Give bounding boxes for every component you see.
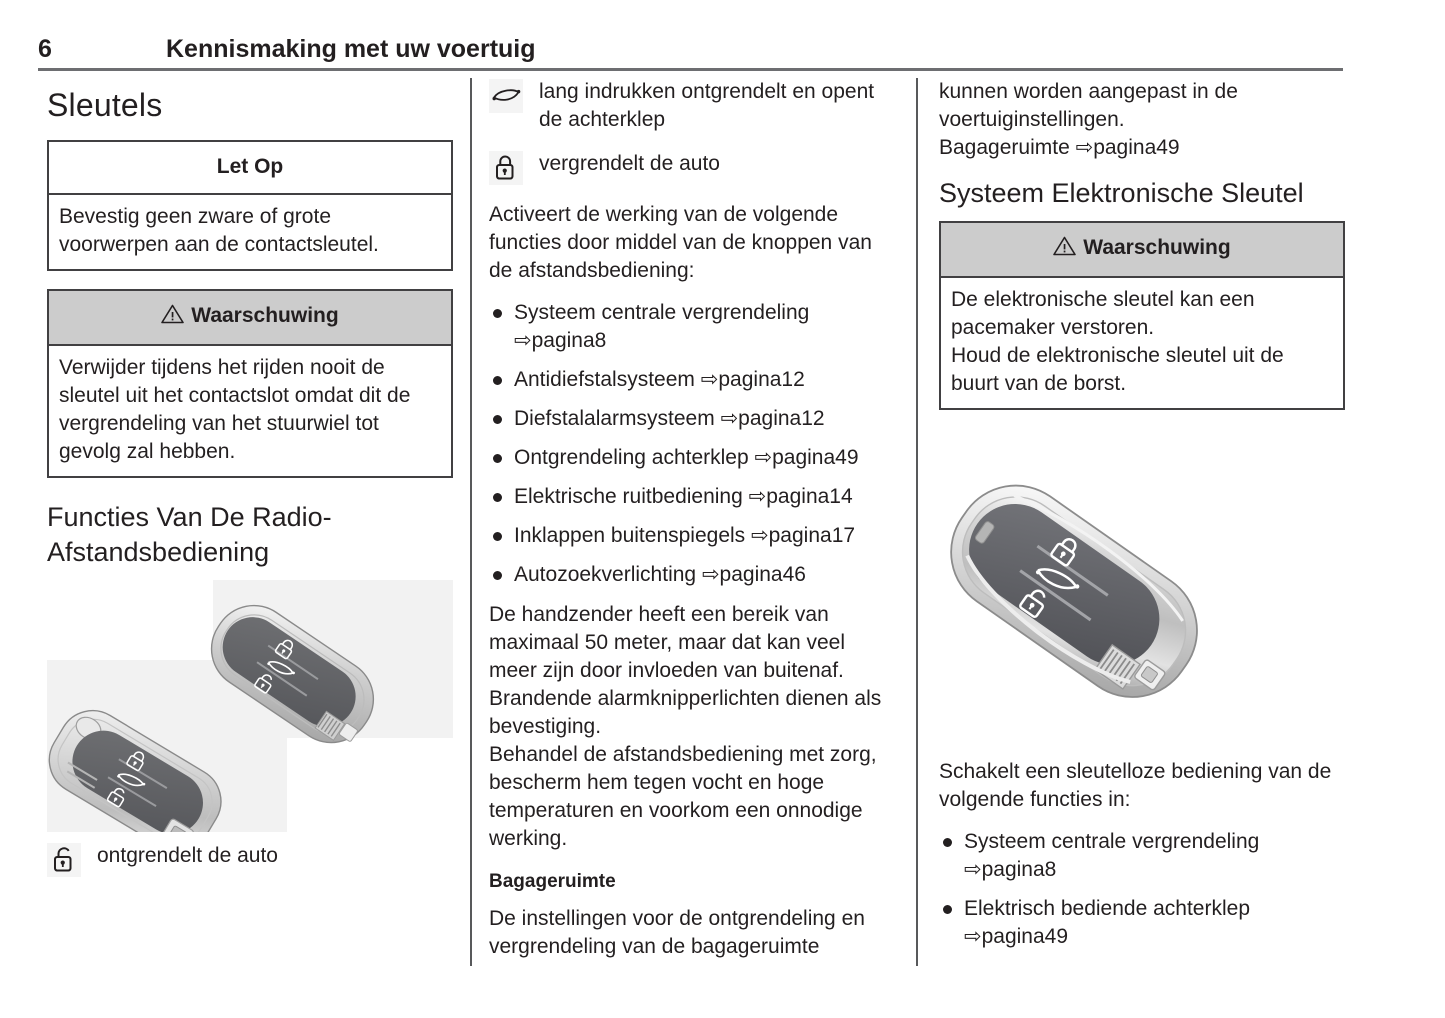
notice-box-body: Bevestig geen zware of grote voorwerpen aan de contactsleutel. [59,205,379,256]
page-reference[interactable]: ⇨pagina46 [701,563,806,586]
column-middle [489,78,895,975]
page-title: Kennismaking met uw voertuig [166,35,536,63]
paragraph-range: De handzender heeft een bereik van maximaal 50 meter, maar dat kan veel meer zijn door invloeden van buitenaf. Brandende alarmknipperlichten dienen als bevestiging. [489,603,882,738]
remote-control-keys-figure [47,580,453,832]
page-reference[interactable]: ⇨pagina17 [751,524,856,547]
list-item [489,299,895,355]
column-right [939,78,1345,963]
section-title-sleutels: Sleutels [47,87,163,123]
warning-box-heading [49,291,451,346]
legend-label-unlock: ontgrendelt de auto [97,844,278,867]
column-divider-2 [916,78,918,966]
list-item [489,366,895,394]
column-left [47,78,453,893]
legend-row-lock [489,150,895,185]
paragraph-continuation: kunnen worden aangepast in de voertuiginstellingen. [939,80,1238,131]
warning-box-heading [941,223,1343,278]
notice-box-let-op [47,140,453,271]
intro-paragraph-keyless-functions: Schakelt een sleutelloze bediening van de volgende functies in: [939,760,1332,811]
list-item [489,405,895,433]
page-reference[interactable]: ⇨pagina8 [964,858,1057,881]
remote-functions-list [489,299,895,589]
column-divider-1 [470,78,472,966]
page-reference[interactable]: ⇨pagina14 [748,485,853,508]
legend-row-tailgate [489,78,895,134]
subsection-title-radio-afstandsbediening: Functies Van De Radio-Afstandsbediening [47,502,332,567]
page-reference[interactable]: ⇨pagina12 [720,407,825,430]
keyless-functions-list [939,828,1345,951]
warning-triangle-icon [161,304,184,331]
subsection-title-elektronische-sleutel: Systeem Elektronische Sleutel [939,178,1304,208]
list-item [489,483,895,511]
warning-box-body: Verwijder tijdens het rijden nooit de sleutel uit het contactslot omdat dit de vergrendeling van het stuurwiel tot gevolg zal hebben. [59,356,411,463]
page-reference[interactable]: ⇨pagina12 [700,368,805,391]
list-item [489,444,895,472]
warning-triangle-icon [1053,236,1076,263]
notice-box-heading: Let Op [49,142,451,195]
list-item-label: Inklappen buitenspiegels [514,524,746,547]
list-item [939,895,1345,951]
list-item-label: Elektrische ruitbediening [514,485,743,508]
minor-title-bagageruimte: Bagageruimte [489,871,616,892]
page-reference[interactable]: ⇨pagina49 [1075,136,1180,159]
list-item [489,522,895,550]
paragraph-care: Behandel de afstandsbediening met zorg, bescherm hem tegen vocht en hoge temperaturen en voorkom een onnodige werking. [489,743,877,850]
car-tailgate-icon [489,79,523,113]
list-item-label: Antidiefstalsysteem [514,368,695,391]
page-number: 6 [38,35,52,63]
paragraph-bagageruimte-reference [939,134,1345,162]
electronic-smart-key-figure [939,428,1345,748]
legend-label-lock: vergrendelt de auto [539,152,720,175]
unlock-padlock-icon [47,843,81,877]
three-column-body [0,78,1445,978]
list-item-label: Diefstalalarmsysteem [514,407,715,430]
intro-paragraph-remote-functions: Activeert de werking van de volgende functies door middel van de knoppen van de afstandsbediening: [489,203,872,282]
warning-box-heading-label: Waarschuwing [1083,236,1231,259]
warning-box-heading-label: Waarschuwing [191,304,339,327]
list-item-label: Systeem centrale vergrendeling [964,830,1260,853]
warning-box-body [941,278,1343,408]
page-header [38,34,1343,70]
list-item-label: Ontgrendeling achterklep [514,446,749,469]
paragraph-bagageruimte-settings: De instellingen voor de ontgrendeling en vergrendeling van de bagageruimte [489,907,865,958]
list-item-label: Systeem centrale vergrendeling [514,301,810,324]
legend-label-tailgate: lang indrukken ontgrendelt en opent de achterklep [539,80,875,131]
warning-box-elektronische-sleutel [939,221,1345,410]
warning-body-line-1: De elektronische sleutel kan een pacemaker verstoren. [951,288,1255,339]
reference-label: Bagageruimte [939,136,1070,159]
list-item-label: Autozoekverlichting [514,563,697,586]
list-item [939,828,1345,884]
page-reference[interactable]: ⇨pagina49 [754,446,859,469]
list-item-label: Elektrisch bediende achterklep [964,897,1251,920]
list-item [489,561,895,589]
page-reference[interactable]: ⇨pagina49 [964,925,1069,948]
warning-body-line-2: Houd de elektronische sleutel uit de buurt van de borst. [951,344,1284,395]
legend-row-unlock [47,842,453,877]
header-divider-rule [38,68,1343,71]
page-reference[interactable]: ⇨pagina8 [514,329,607,352]
lock-padlock-icon [489,151,523,185]
warning-box-sleutel [47,289,453,478]
